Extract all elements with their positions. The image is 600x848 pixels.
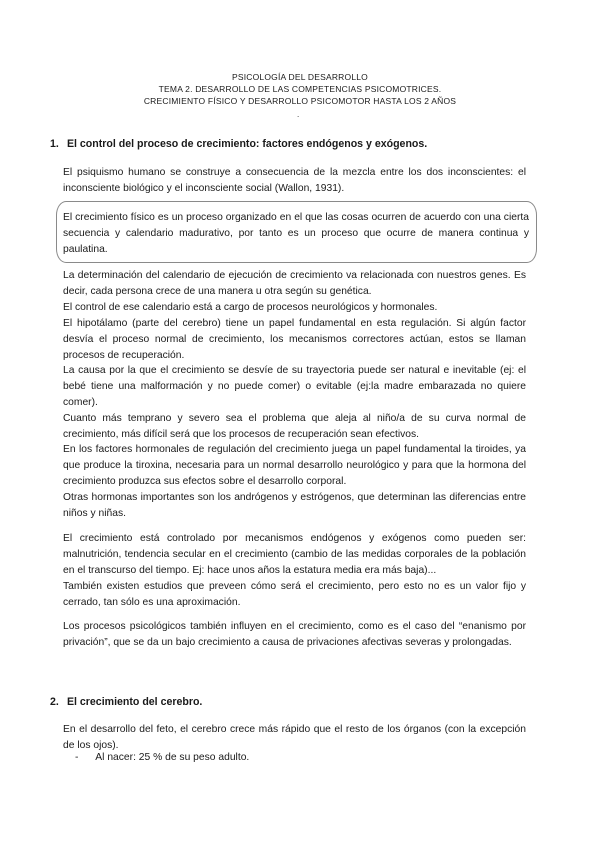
paragraph: Otras hormonas importantes son los andrógenos y estrógenos, que determinan las diferencias entre niños y niñas. <box>63 491 526 519</box>
section-1-title: El control del proceso de crecimiento: factores endógenos y exógenos. <box>66 138 428 150</box>
section-1-block-1 <box>63 268 526 443</box>
paragraph: El hipotálamo (parte del cerebro) tiene un papel fundamental en esta regulación. Si algún factor desvía el proceso normal de crecimiento, los mecanismos correctores actúan, estos se llaman procesos de recuperación. <box>63 317 526 361</box>
section-2-intro <box>63 722 526 754</box>
section-1-number: 1. <box>50 138 59 150</box>
paragraph: El control de ese calendario está a cargo de procesos neurológicos y hormonales. <box>63 301 438 313</box>
header-dot: . <box>297 110 300 119</box>
subject-title: PSICOLOGÍA DEL DESARROLLO <box>231 72 368 82</box>
highlight-box <box>56 201 537 263</box>
section-2-heading <box>50 696 202 708</box>
topic-subtitle: CRECIMIENTO FÍSICO Y DESARROLLO PSICOMOTOR HASTA LOS 2 AÑOS <box>143 96 457 106</box>
bullet-marker: - <box>75 752 79 763</box>
section-1-block-3 <box>63 531 526 611</box>
topic-title: TEMA 2. DESARROLLO DE LAS COMPETENCIAS PSICOMOTRICES. <box>158 84 442 94</box>
paragraph: El psiquismo humano se construye a consecuencia de la mezcla entre los dos inconscientes: el inconsciente biológico y el inconsciente social (Wallon, 1931). <box>63 167 526 194</box>
document-header <box>0 71 600 107</box>
paragraph: También existen estudios que preveen cómo será el crecimiento, pero esto no es un valor fijo y cerrado, tan sólo es una aproximación. <box>63 580 526 608</box>
paragraph: El crecimiento está controlado por mecanismos endógenos y exógenos como pueden ser: malnutrición, tendencia secular en el crecimiento (cambio de las medidas corporales de la población en el transcurso del tiempo. Ej: hace unos años la estatura media era más baja)... <box>63 533 526 576</box>
paragraph: Los procesos psicológicos también influyen en el crecimiento, como es el caso del “enanismo por privación”, que se da un bajo crecimiento a causa de privaciones afectivas severas y prolongadas. <box>63 621 526 648</box>
boxed-paragraph <box>63 210 529 258</box>
paragraph: La determinación del calendario de ejecución de crecimiento va relacionada con nuestros genes. Es decir, cada persona crece de una manera u otra según su genética. <box>63 270 526 297</box>
list-item <box>75 752 249 763</box>
paragraph: El crecimiento físico es un proceso organizado en el que las cosas ocurren de acuerdo con una cierta secuencia y calendario madurativo, por tanto es un proceso que ocurre de manera continua y paulatina. <box>63 212 529 255</box>
section-1-block-4 <box>63 619 526 651</box>
paragraph: En el desarrollo del feto, el cerebro crece más rápido que el resto de los órganos (con la excepción de los ojos). <box>63 724 526 751</box>
paragraph: En los factores hormonales de regulación del crecimiento juega un papel fundamental la tiroides, ya que produce la tiroxina, necesaria para un normal desarrollo neurológico y para que la hormona del crecimiento produzca sus efectos sobre el desarrollo corporal. <box>63 444 526 487</box>
section-2-title: El crecimiento del cerebro. <box>66 696 203 708</box>
paragraph: La causa por la que el crecimiento se desvíe de su trayectoria puede ser natural e inevitable (ej: el bebé tiene una malformación y no puede comer) o evitable (ej:la madre embarazada no quiere comer). <box>63 365 526 409</box>
section-2-number: 2. <box>50 696 59 708</box>
list-item-text: Al nacer: 25 % de su peso adulto. <box>95 752 250 763</box>
section-1-heading <box>50 138 427 150</box>
section-1-block-2 <box>63 442 526 522</box>
section-1-intro <box>63 165 526 197</box>
paragraph: Cuanto más temprano y severo sea el problema que aleja al niño/a de su curva normal de crecimiento, más difícil será que los procesos de recuperación sean efectivos. <box>63 413 526 441</box>
